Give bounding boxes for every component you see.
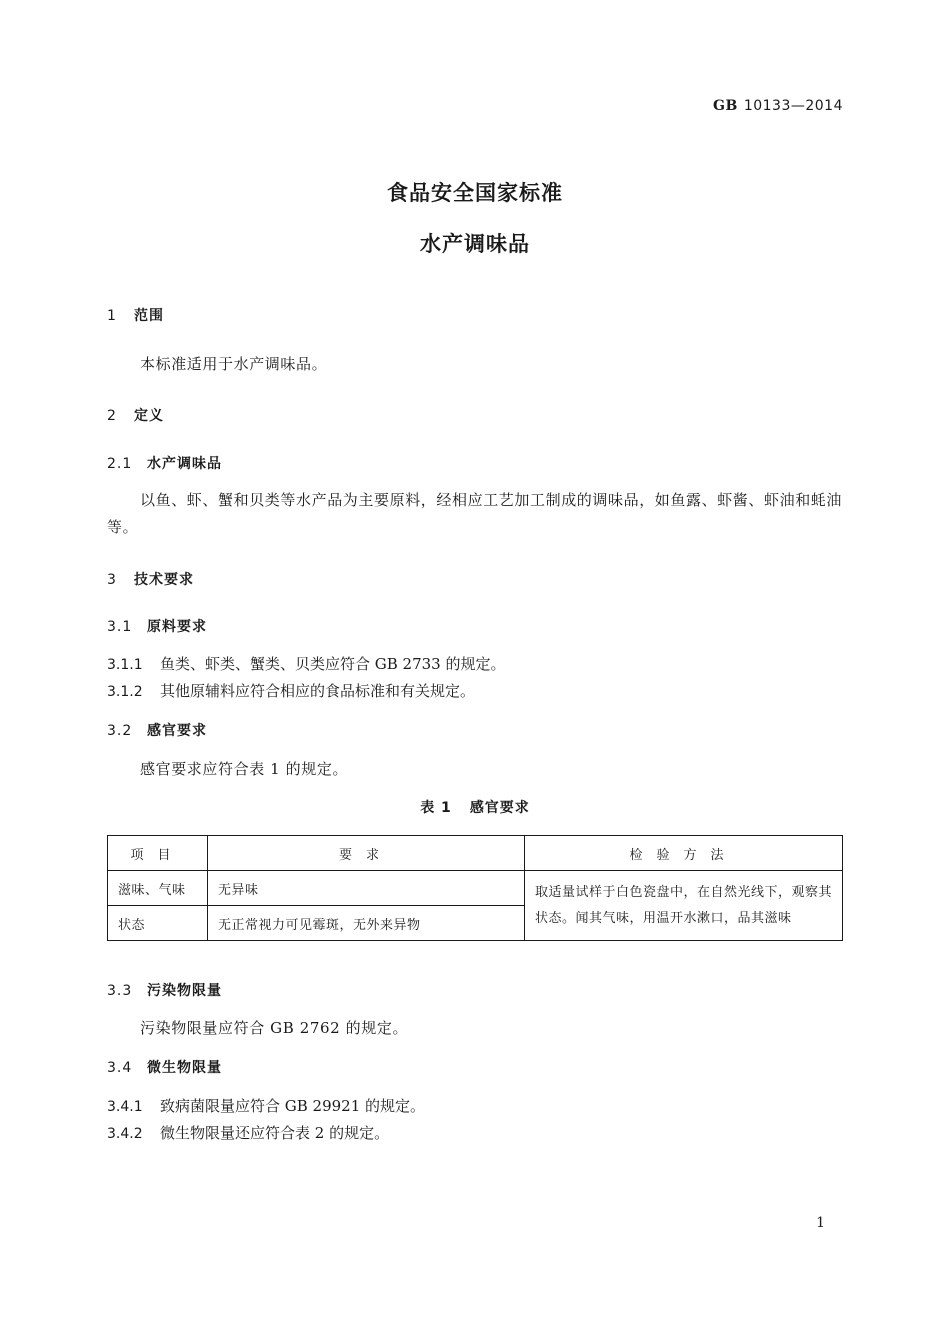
section-2-1-heading — [107, 453, 222, 473]
section-number: 2.1 — [107, 456, 133, 472]
section-title: 污染物限量 — [147, 983, 222, 999]
cell-requirement: 无正常视力可见霉斑，无外来异物 — [208, 906, 525, 941]
document-title: 食品安全国家标准 — [387, 181, 563, 205]
clause-text: 鱼类、虾类、蟹类、贝类应符合 GB 2733 的规定。 — [160, 655, 506, 673]
section-number: 3 — [107, 572, 117, 588]
section-number: 1 — [107, 308, 117, 324]
section-3-2-text: 感官要求应符合表 1 的规定。 — [140, 760, 349, 778]
section-3-2-heading — [107, 720, 207, 740]
clause-text: 致病菌限量应符合 GB 29921 的规定。 — [160, 1097, 426, 1115]
header-item: 项目 — [108, 836, 208, 871]
table-title: 感官要求 — [469, 800, 530, 816]
section-title: 水产调味品 — [147, 456, 222, 472]
page-number: 1 — [816, 1215, 825, 1231]
section-title: 范围 — [134, 308, 164, 324]
table-header-row — [108, 836, 843, 871]
header-method: 检验方法 — [525, 836, 843, 871]
table-row — [108, 871, 843, 906]
header-requirement: 要求 — [208, 836, 525, 871]
standard-code: 10133—2014 — [743, 98, 843, 114]
section-2-heading — [107, 405, 164, 425]
cell-item: 状态 — [108, 906, 208, 941]
clause-3-1-2 — [107, 680, 475, 701]
section-number: 3.1 — [107, 619, 133, 635]
section-title: 定义 — [134, 408, 164, 424]
section-number: 3.2 — [107, 723, 133, 739]
clause-number: 3.4.2 — [107, 1126, 143, 1142]
standard-number — [713, 98, 843, 114]
section-1-text: 本标准适用于水产调味品。 — [140, 355, 328, 373]
clause-number: 3.1.2 — [107, 684, 143, 700]
table-number: 表 1 — [420, 800, 452, 816]
section-3-3-text: 污染物限量应符合 GB 2762 的规定。 — [140, 1019, 409, 1037]
clause-3-1-1 — [107, 653, 506, 674]
clause-number: 3.4.1 — [107, 1099, 143, 1115]
section-number: 2 — [107, 408, 117, 424]
clause-3-4-1 — [107, 1095, 425, 1116]
section-1-heading — [107, 305, 164, 325]
section-3-heading — [107, 569, 194, 589]
section-title: 技术要求 — [134, 572, 194, 588]
section-2-1-text: 以鱼、虾、蟹和贝类等水产品为主要原料，经相应工艺加工制成的调味品，如鱼露、虾酱、虾油和蚝油等。 — [107, 491, 843, 536]
section-title: 原料要求 — [147, 619, 207, 635]
section-title: 微生物限量 — [147, 1060, 222, 1076]
cell-item: 滋味、气味 — [108, 871, 208, 906]
section-number: 3.4 — [107, 1060, 133, 1076]
section-number: 3.3 — [107, 983, 133, 999]
document-subtitle: 水产调味品 — [420, 232, 530, 256]
clause-text: 其他原辅料应符合相应的食品标准和有关规定。 — [160, 682, 476, 700]
section-3-4-heading — [107, 1057, 222, 1077]
cell-method: 取适量试样于白色瓷盘中，在自然光线下，观察其状态。闻其气味，用温开水漱口，品其滋味 — [525, 871, 843, 941]
clause-text: 微生物限量还应符合表 2 的规定。 — [160, 1124, 390, 1142]
clause-3-4-2 — [107, 1122, 389, 1143]
cell-requirement: 无异味 — [208, 871, 525, 906]
table-1-caption — [0, 797, 950, 817]
clause-number: 3.1.1 — [107, 657, 143, 673]
section-3-1-heading — [107, 616, 207, 636]
section-3-3-heading — [107, 980, 222, 1000]
standard-prefix: GB — [713, 98, 738, 114]
section-title: 感官要求 — [147, 723, 207, 739]
sensory-requirements-table — [107, 835, 843, 941]
